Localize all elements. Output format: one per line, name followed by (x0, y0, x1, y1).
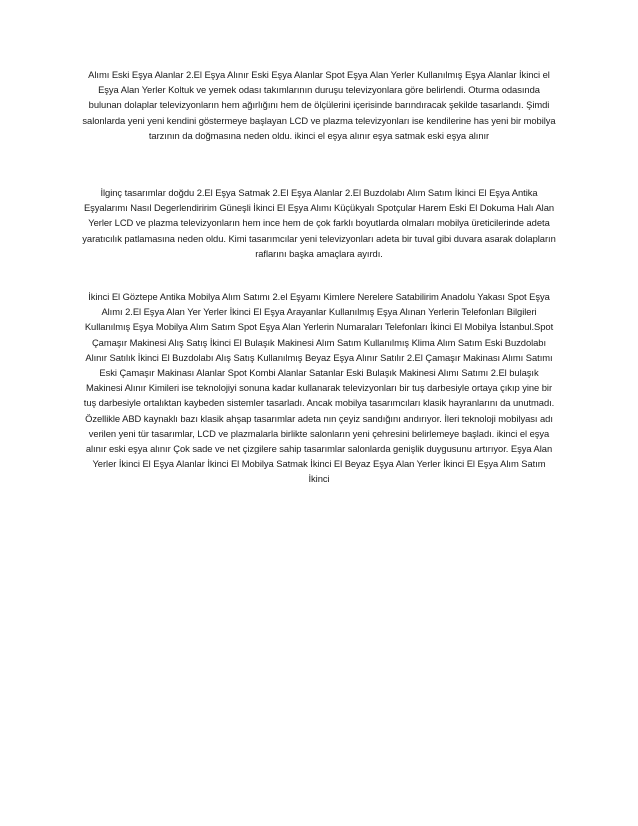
paragraph-3: İkinci El Göztepe Antika Mobilya Alım Satımı 2.el Eşyamı Kimlere Nerelere Satabilirim Anadolu Yakası Spot Eşya Alımı 2.El Eşya Alan Yer Yerler İkinci El Eşya Arayanlar Kullanılmış Eşya Alınan Yerlerin Telefonları Bilgileri Kullanılmış Eşya Mobilya Alım Satım Spot Eşya Alan Yerlerin Numaraları Telefonları İkinci El Mobilya İstanbul.Spot Çamaşır Makinesi Alış Satış İkinci El Bulaşık Makinesi Alım Satım Kullanılmış Klima Alım Satım Eski Buzdolabı Alınır Satılık İkinci El Buzdolabı Alış Satış Kullanılmış Beyaz Eşya Alınır Satılır 2.El Çamaşır Makinası Alımı Satımı Eski Çamaşır Makinası Alanlar Spot Kombi Alanlar Satanlar Eski Bulaşık Makinesi Alımı Satımı 2.El bulaşık Makinesi Alınır Kimileri ise teknolojiyi sonuna kadar kullanarak televizyonları bir tuş darbesiyle ortaya çıkıp yine bir tuş darbesiyle ortalıktan kaybeden sistemler tasarladı. Ancak mobilya tasarımcıları klasik hayranlarını da unutmadı. Özellikle ABD kaynaklı bazı klasik ahşap tasarımlar adeta nın çeyiz sandığını andırıyor. İleri teknoloji mobilyası adı verilen yeni tür tasarımlar, LCD ve plazmalarla birlikte salonların yeni çehresini belirlemeye başladı. ikinci el eşya alınır eski eşya alınır Çok sade ve net çizgilere sahip tasarımlar salonlarda genişlik duygusunu artırıyor. Eşya Alan Yerler İkinci El Eşya Alanlar İkinci El Mobilya Satmak İkinci El Beyaz Eşya Alan Yerler İkinci El Eşya Alım Satım İkinci (83, 291, 555, 485)
paragraph-1: Alımı Eski Eşya Alanlar 2.El Eşya Alınır Eski Eşya Alanlar Spot Eşya Alan Yerler Kullanılmış Eşya Alanlar İkinci el Eşya Alan Yerler Koltuk ve yemek odası takımlarının duruşu televizyonlara göre belirlendi. Oturma odasında bulunan dolaplar televizyonların hem ağırlığını hem de ölçülerini içerisinde barındıracak şekilde tasarlandı. Şimdi salonlarda yeni yeni kendini göstermeye başlayan LCD ve plazma televizyonları ise kendilerine has yeni bir mobilya tarzının da doğmasına neden oldu. ikinci el eşya alınır eşya satmak eski eşya alınır (82, 69, 556, 141)
paragraph-2: İlginç tasarımlar doğdu 2.El Eşya Satmak 2.El Eşya Alanlar 2.El Buzdolabı Alım Satım İkinci El Eşya Antika Eşyalarımı Nasıl Degerlendiririm Güneşli İkinci El Eşya Alımı Küçükyalı Spotçular Harem Eski El Dokuma Halı Alan Yerler LCD ve plazma televizyonların hem ince hem de çok farklı boyutlarda olmaları mobilya üreticilerinde adeta yaratıcılık patlamasına neden oldu. Kimi tasarımcılar yeni televizyonları adeta bir tuval gibi duvara asarak dolapların raflarını başka amaçlara ayırdı. (82, 187, 556, 259)
